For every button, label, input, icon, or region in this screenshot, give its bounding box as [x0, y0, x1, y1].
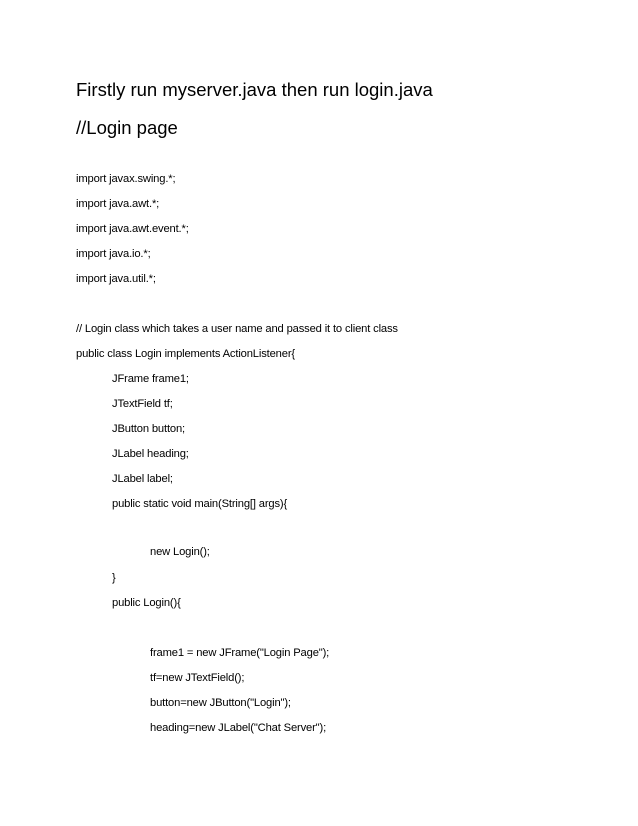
- code-line: JFrame frame1;: [112, 373, 189, 385]
- code-line: frame1 = new JFrame("Login Page");: [150, 647, 330, 659]
- code-line: public class Login implements ActionListener{: [76, 348, 295, 360]
- code-line: public Login(){: [112, 597, 181, 609]
- code-line: JLabel label;: [112, 473, 173, 485]
- document-subtitle: //Login page: [76, 117, 178, 138]
- code-line: public static void main(String[] args){: [112, 498, 288, 510]
- code-line: import java.util.*;: [76, 273, 156, 285]
- code-line: tf=new JTextField();: [150, 672, 245, 684]
- code-line: new Login();: [150, 546, 210, 558]
- code-comment-line: // Login class which takes a user name and passed it to client class: [76, 323, 398, 335]
- code-line: button=new JButton("Login");: [150, 697, 291, 709]
- code-line: import java.awt.*;: [76, 198, 160, 210]
- code-line: import java.awt.event.*;: [76, 223, 189, 235]
- code-line: heading=new JLabel("Chat Server");: [150, 722, 327, 734]
- code-line: JLabel heading;: [112, 448, 189, 460]
- code-line: import java.io.*;: [76, 248, 151, 260]
- code-line: }: [112, 572, 116, 584]
- document-title: Firstly run myserver.java then run login.java: [76, 79, 433, 100]
- code-line: JTextField tf;: [112, 398, 173, 410]
- code-line: JButton button;: [112, 423, 186, 435]
- code-line: import javax.swing.*;: [76, 173, 176, 185]
